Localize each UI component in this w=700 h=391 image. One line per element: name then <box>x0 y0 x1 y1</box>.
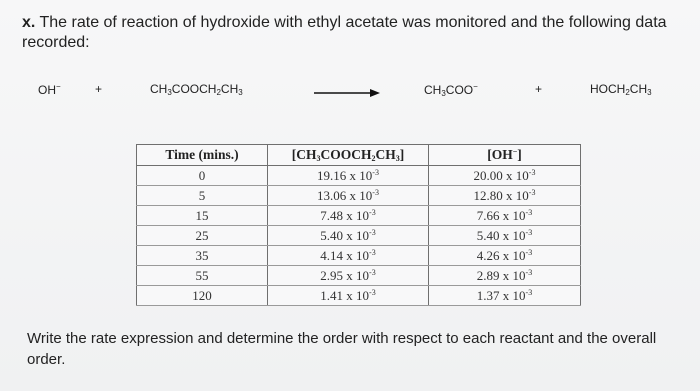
cell-exponent: -3 <box>369 247 376 257</box>
cell-hydroxide <box>429 166 581 186</box>
table-row <box>137 246 581 266</box>
product-acetate <box>424 82 478 98</box>
cell-exponent: -3 <box>369 207 376 217</box>
cell-value: 19.16 x 10 <box>317 167 373 183</box>
question-number: x. <box>22 14 36 31</box>
cell-value: 5 <box>198 187 206 203</box>
table-row <box>137 226 581 246</box>
formula-part: CH <box>424 83 442 97</box>
cell-value: 15 <box>195 207 209 223</box>
question-heading <box>22 13 682 53</box>
formula-part: HOCH <box>590 82 626 96</box>
cell-time <box>137 286 268 306</box>
reactant-hydroxide-formula: OH <box>38 83 56 97</box>
task-prompt: Write the rate expression and determine the order with respect to each reactant and the overall order. <box>27 330 657 368</box>
cell-time <box>137 266 268 286</box>
cell-value: 120 <box>192 287 212 303</box>
cell-value: 13.06 x 10 <box>317 187 373 203</box>
table-row <box>137 286 581 306</box>
product-ethanol <box>590 82 652 97</box>
cell-exponent: -3 <box>525 267 533 277</box>
cell-value: 1.41 x 10 <box>320 287 370 303</box>
formula-part: CH <box>629 82 648 96</box>
formula-subscript: 2 <box>625 88 630 97</box>
cell-exponent: -3 <box>525 207 533 217</box>
table-header-row <box>137 145 581 166</box>
plus-sign-1: + <box>95 82 103 96</box>
formula-subscript: 3 <box>647 88 652 97</box>
cell-value: 20.00 x 10 <box>473 167 529 183</box>
cell-value: 7.66 x 10 <box>476 207 526 223</box>
kinetics-data-table <box>136 144 581 306</box>
formula-subscript: 3 <box>441 89 446 98</box>
cell-value: 4.14 x 10 <box>320 247 370 263</box>
cell-exponent: -3 <box>525 247 533 257</box>
cell-value: 4.26 x 10 <box>476 247 526 263</box>
cell-exponent: -3 <box>525 227 533 237</box>
cell-value: 12.80 x 10 <box>473 187 529 203</box>
cell-exponent: -3 <box>528 187 536 197</box>
cell-exponent: -3 <box>372 187 379 197</box>
cell-time <box>137 206 268 226</box>
table-row <box>137 206 581 226</box>
formula-subscript: 2 <box>216 88 221 97</box>
table-body <box>137 166 581 306</box>
cell-hydroxide <box>429 206 581 226</box>
formula-part: CH <box>150 82 168 96</box>
cell-value: 25 <box>195 227 209 243</box>
table-row <box>137 166 581 186</box>
table-row <box>137 186 581 206</box>
cell-hydroxide <box>429 286 581 306</box>
cell-value: 1.37 x 10 <box>476 287 526 303</box>
cell-value: 35 <box>195 247 209 263</box>
reactant-hydroxide-charge: − <box>56 82 61 91</box>
cell-time <box>137 186 268 206</box>
cell-hydroxide <box>429 226 581 246</box>
cell-ester <box>268 186 429 206</box>
reactant-hydroxide <box>38 82 61 97</box>
header-time: Time (mins.) <box>137 145 268 166</box>
cell-value: 2.95 x 10 <box>320 267 370 283</box>
formula-subscript: 3 <box>167 88 172 97</box>
cell-value: 5.40 x 10 <box>320 227 370 243</box>
cell-time <box>137 166 268 186</box>
cell-ester <box>268 266 429 286</box>
cell-exponent: -3 <box>528 167 536 177</box>
cell-time <box>137 246 268 266</box>
cell-time <box>137 226 268 246</box>
formula-part: COO <box>445 83 474 97</box>
header-ester-concentration: $[CH_3COOCH_2CH_3]$ <box>268 145 429 166</box>
reactant-ethyl-acetate <box>150 82 243 97</box>
formula-subscript: 3 <box>238 88 243 97</box>
cell-ester <box>268 246 429 266</box>
plus-sign-2: + <box>535 82 543 96</box>
cell-value: 7.48 x 10 <box>320 207 370 223</box>
reaction-arrow-icon <box>314 88 380 98</box>
cell-exponent: -3 <box>369 227 376 237</box>
cell-exponent: -3 <box>372 167 379 177</box>
cell-ester <box>268 166 429 186</box>
formula-part: CH <box>220 82 239 96</box>
cell-ester <box>268 206 429 226</box>
cell-hydroxide <box>429 186 581 206</box>
cell-hydroxide <box>429 266 581 286</box>
cell-value: 55 <box>195 267 209 283</box>
table-row <box>137 266 581 286</box>
question-text: The rate of reaction of hydroxide with ethyl acetate was monitored and the following data recorded: <box>22 14 667 51</box>
cell-ester <box>268 286 429 306</box>
formula-part: COOCH <box>171 82 217 96</box>
cell-exponent: -3 <box>525 287 533 297</box>
cell-ester <box>268 226 429 246</box>
product-acetate-charge: − <box>473 82 478 91</box>
cell-hydroxide <box>429 246 581 266</box>
cell-value: 2.89 x 10 <box>476 267 526 283</box>
cell-exponent: -3 <box>369 267 376 277</box>
header-hydroxide-concentration: [OH−] <box>429 145 581 166</box>
cell-value: 0 <box>198 167 206 183</box>
cell-exponent: -3 <box>369 287 376 297</box>
cell-value: 5.40 x 10 <box>476 227 526 243</box>
